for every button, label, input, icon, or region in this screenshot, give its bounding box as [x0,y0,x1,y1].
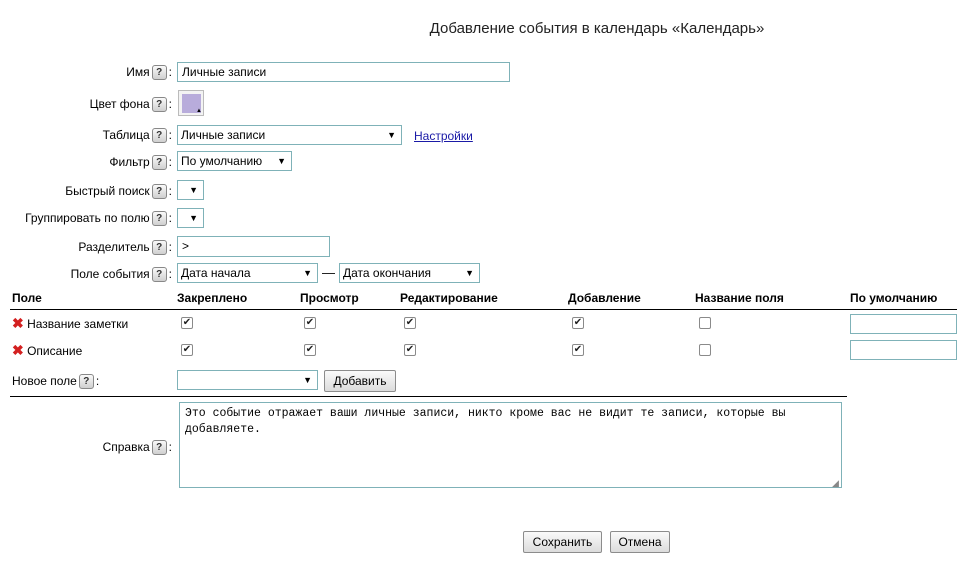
table-header-divider [10,309,957,310]
group-by-label: Группировать по полю [25,211,150,225]
table-row [12,343,82,358]
event-end-select[interactable]: Дата окончания ▼ [339,263,480,283]
row1-pinned-checkbox[interactable]: ✔ [182,317,192,328]
name-label: Имя [126,65,150,79]
separator-label: Разделитель [78,240,150,254]
section-divider [10,396,847,397]
help-icon[interactable]: ? [152,184,167,199]
table-settings-link[interactable]: Настройки [414,129,473,143]
page-title: Добавление события в календарь «Календарь» [429,20,765,37]
field-name-text: Название заметки [27,317,129,331]
col-header-default: По умолчанию [850,291,938,305]
row2-pinned-checkbox[interactable]: ✔ [182,344,192,355]
save-button[interactable]: Сохранить [523,531,602,553]
row2-add-checkbox[interactable]: ✔ [573,344,583,355]
separator-input[interactable]: > [177,236,330,257]
row2-edit-checkbox[interactable]: ✔ [405,344,415,355]
col-header-field-name: Название поля [695,291,784,305]
red-x-icon[interactable]: ✖ [12,342,24,358]
col-header-add: Добавление [568,291,641,305]
col-header-edit: Редактирование [400,291,498,305]
new-field-select[interactable] [177,370,318,390]
quick-search-label: Быстрый поиск [65,184,150,198]
bg-color-picker[interactable] [178,90,204,116]
col-header-pinned: Закреплено [177,291,248,305]
help-icon[interactable]: ? [152,211,167,226]
filter-label: Фильтр [109,155,150,169]
name-input[interactable]: Личные записи [177,62,510,82]
row2-default-input[interactable] [850,340,957,360]
row1-edit-checkbox[interactable]: ✔ [405,317,415,328]
cancel-button[interactable]: Отмена [610,531,670,553]
resize-grip-icon[interactable]: ◢ [832,478,839,488]
chevron-down-icon: ▼ [189,185,198,195]
filter-select[interactable]: По умолчанию ▼ [177,151,292,171]
table-select[interactable]: Личные записи ▼ [177,125,402,145]
event-field-label: Поле события [70,267,150,281]
row1-view-checkbox[interactable]: ✔ [305,317,315,328]
help-icon[interactable]: ? [152,440,167,455]
red-x-icon[interactable]: ✖ [12,315,24,331]
help-icon[interactable]: ? [152,240,167,255]
row1-field-name-checkbox[interactable] [699,317,711,329]
chevron-down-icon: ▼ [189,213,198,223]
chevron-down-icon: ▼ [303,268,312,278]
col-header-view: Просмотр [300,291,359,305]
table-row [12,316,128,331]
group-by-select[interactable] [177,208,204,228]
col-header-field: Поле [12,291,42,305]
new-field-label: Новое поле [12,374,77,388]
event-start-select[interactable]: Дата начала ▼ [177,263,318,283]
quick-search-select[interactable] [177,180,204,200]
help-icon[interactable]: ? [79,374,94,389]
color-picker-arrow-icon: ▲ [196,108,202,114]
help-icon[interactable]: ? [152,65,167,80]
help-icon[interactable]: ? [152,97,167,112]
chevron-down-icon: ▼ [387,130,396,140]
chevron-down-icon: ▼ [303,375,312,385]
field-name-text: Описание [27,344,83,358]
help-text-label: Справка [102,440,150,454]
table-label: Таблица [102,128,150,142]
help-icon[interactable]: ? [152,155,167,170]
bg-color-label: Цвет фона [89,97,150,111]
chevron-down-icon: ▼ [465,268,474,278]
row2-field-name-checkbox[interactable] [699,344,711,356]
help-textarea[interactable]: Это событие отражает ваши личные записи, никто кроме вас не видит те записи, которые вы добавляете. [179,402,842,488]
chevron-down-icon: ▼ [277,156,286,166]
help-icon[interactable]: ? [152,267,167,282]
help-icon[interactable]: ? [152,128,167,143]
row2-view-checkbox[interactable]: ✔ [305,344,315,355]
event-range-dash: — [322,265,335,280]
add-field-button[interactable]: Добавить [324,370,396,392]
row1-add-checkbox[interactable]: ✔ [573,317,583,328]
row1-default-input[interactable] [850,314,957,334]
